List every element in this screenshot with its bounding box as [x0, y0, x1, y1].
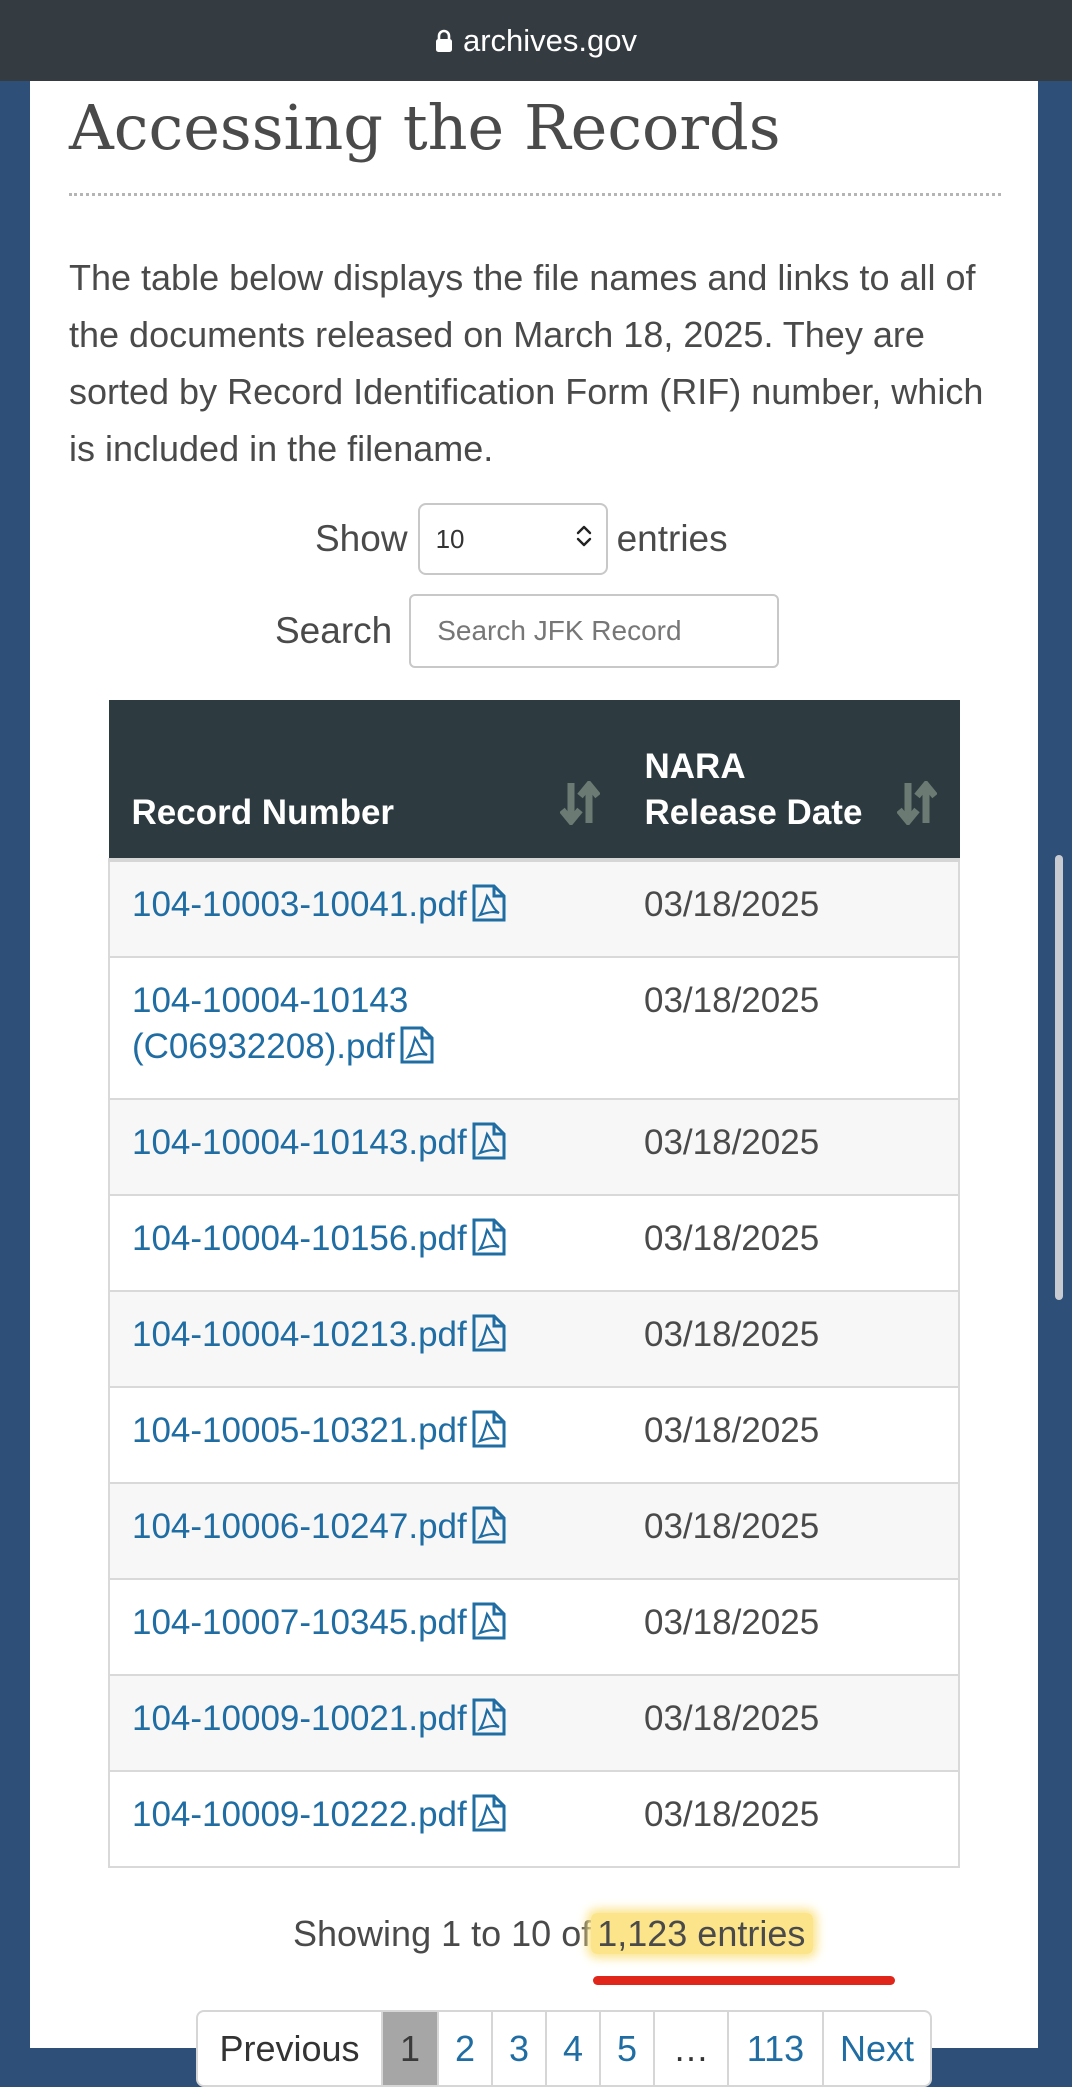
- column-label-line2: Release Date: [644, 793, 863, 832]
- record-cell: [109, 1579, 622, 1675]
- record-cell: [109, 860, 622, 957]
- date-cell: 03/18/2025: [622, 1675, 959, 1771]
- select-arrows-icon: [576, 524, 592, 555]
- table-row: [109, 957, 959, 1099]
- date-cell: 03/18/2025: [622, 1483, 959, 1579]
- page-title: Accessing the Records: [69, 91, 781, 164]
- record-link[interactable]: 104-10005-10321.pdf: [132, 1411, 467, 1450]
- pdf-icon[interactable]: [471, 1410, 507, 1460]
- table-header-row: [109, 700, 959, 860]
- next-button[interactable]: Next: [822, 2012, 930, 2085]
- pdf-icon[interactable]: [471, 884, 507, 934]
- pdf-icon[interactable]: [471, 1314, 507, 1364]
- column-label: Record Number: [131, 793, 395, 832]
- page-scrollbar[interactable]: [1055, 855, 1063, 1300]
- lock-icon: [435, 29, 453, 53]
- pdf-icon[interactable]: [471, 1794, 507, 1844]
- content-panel: [30, 81, 1038, 2069]
- record-cell: [109, 1291, 622, 1387]
- pagination: [196, 2010, 932, 2087]
- record-cell: [109, 1483, 622, 1579]
- record-link[interactable]: 104-10006-10247.pdf: [132, 1507, 467, 1546]
- page-button-4[interactable]: 4: [545, 2012, 599, 2085]
- record-link[interactable]: 104-10007-10345.pdf: [132, 1603, 467, 1642]
- search-input[interactable]: [409, 594, 779, 668]
- date-cell: 03/18/2025: [622, 1195, 959, 1291]
- entries-label: entries: [616, 518, 728, 559]
- pdf-icon[interactable]: [471, 1122, 507, 1172]
- table-row: [109, 1099, 959, 1195]
- record-link[interactable]: 104-10004-10156.pdf: [132, 1219, 467, 1258]
- intro-text: The table below displays the file names and links to all of the documents released on March 18, 2025. They are sorted by Record Identification Form (RIF) number, which is included in the filename.: [69, 257, 984, 469]
- record-link[interactable]: 104-10009-10021.pdf: [132, 1699, 467, 1738]
- page-button-current[interactable]: 1: [381, 2012, 437, 2085]
- column-label-line1: NARA: [644, 747, 746, 786]
- pdf-icon[interactable]: [471, 1506, 507, 1556]
- date-cell: 03/18/2025: [622, 957, 959, 1099]
- record-cell: [109, 1675, 622, 1771]
- column-header-record-number[interactable]: [109, 700, 622, 860]
- record-link[interactable]: 104-10009-10222.pdf: [132, 1795, 467, 1834]
- table-row: [109, 1195, 959, 1291]
- table-info: [293, 1913, 813, 1955]
- date-cell: 03/18/2025: [622, 1099, 959, 1195]
- record-link[interactable]: 104-10003-10041.pdf: [132, 885, 467, 924]
- entries-select[interactable]: [418, 503, 608, 575]
- record-link[interactable]: 104-10004-10213.pdf: [132, 1315, 467, 1354]
- page-button-last[interactable]: 113: [727, 2012, 822, 2085]
- date-cell: 03/18/2025: [622, 1291, 959, 1387]
- table-row: [109, 1483, 959, 1579]
- date-cell: 03/18/2025: [622, 1771, 959, 1867]
- record-cell: [109, 1387, 622, 1483]
- record-link[interactable]: 104-10004-10143.pdf: [132, 1123, 467, 1162]
- record-cell: [109, 1195, 622, 1291]
- record-cell: [109, 1771, 622, 1867]
- browser-address-bar[interactable]: [0, 0, 1072, 81]
- page-button-5[interactable]: 5: [599, 2012, 653, 2085]
- show-label: Show: [315, 518, 408, 559]
- pdf-icon[interactable]: [399, 1026, 435, 1076]
- table-row: [109, 1291, 959, 1387]
- browser-url: archives.gov: [462, 22, 638, 58]
- table-row: [109, 1675, 959, 1771]
- sort-icon[interactable]: [897, 781, 937, 834]
- record-cell: [109, 1099, 622, 1195]
- table-row: [109, 860, 959, 957]
- date-cell: 03/18/2025: [622, 1579, 959, 1675]
- record-cell: [109, 957, 622, 1099]
- title-divider: [69, 193, 1001, 196]
- sort-icon[interactable]: [560, 781, 600, 834]
- red-underline-annotation: [593, 1976, 895, 1985]
- record-link[interactable]: 104-10004-10143 (C06932208).pdf: [132, 981, 409, 1066]
- search-control: [275, 593, 779, 669]
- search-label: Search: [275, 610, 393, 651]
- pdf-icon[interactable]: [471, 1218, 507, 1268]
- page-button-2[interactable]: 2: [437, 2012, 491, 2085]
- pagination-ellipsis: …: [653, 2012, 727, 2085]
- pdf-icon[interactable]: [471, 1602, 507, 1652]
- table-row: [109, 1579, 959, 1675]
- page-button-3[interactable]: 3: [491, 2012, 545, 2085]
- highlighted-entry-count: 1,123 entries: [591, 1913, 813, 1954]
- page-length-control: [315, 501, 728, 577]
- records-table: [108, 700, 960, 1868]
- table-info-prefix: Showing 1 to 10 of: [293, 1913, 592, 1954]
- column-header-release-date[interactable]: [622, 700, 959, 860]
- entries-select-value: 10: [435, 523, 465, 554]
- table-row: [109, 1771, 959, 1867]
- date-cell: 03/18/2025: [622, 860, 959, 957]
- previous-button[interactable]: Previous: [219, 2027, 360, 2069]
- pdf-icon[interactable]: [471, 1698, 507, 1748]
- date-cell: 03/18/2025: [622, 1387, 959, 1483]
- table-row: [109, 1387, 959, 1483]
